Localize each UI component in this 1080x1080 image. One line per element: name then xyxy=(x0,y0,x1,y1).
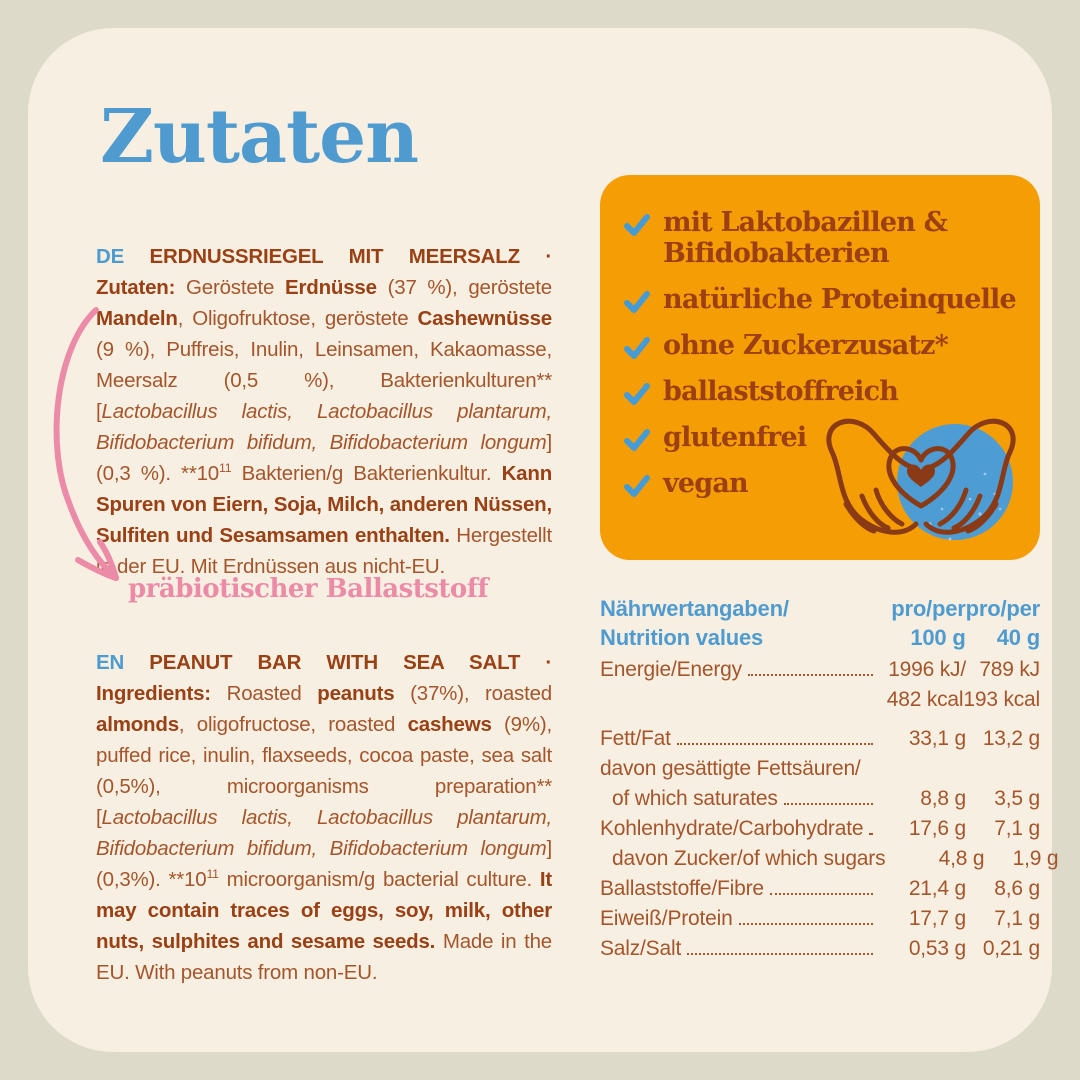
nutrient-label: davon gesättigte Fettsäuren/ xyxy=(600,757,861,780)
dotted-leader xyxy=(869,833,873,835)
dotted-leader xyxy=(677,743,873,745)
value-per-40g: 13,2 g xyxy=(982,727,1040,750)
text-segment: Kann Spuren von Eiern, Soja, Milch, anderen Nüssen, Sulfiten und Sesamsamen enthalten. xyxy=(96,461,553,547)
value-per-100g: 4,8 g xyxy=(938,847,985,870)
text-segment: microorganism/g bacterial culture. xyxy=(218,867,540,891)
text-segment: 11 xyxy=(219,460,232,475)
value-per-40g: 1,9 g xyxy=(1012,847,1059,870)
value-per-100g: 482 kcal xyxy=(886,688,964,711)
text-segment: Bakterien/g Bakterienkultur. xyxy=(231,461,502,485)
nutrient-label: Energie/Energy xyxy=(600,658,742,681)
benefit-item xyxy=(624,330,1018,361)
value-per-40g: 0,21 g xyxy=(982,937,1040,960)
text-segment: ] (0,3 %). **10 xyxy=(96,430,552,485)
nutrient-label: Fett/Fat xyxy=(600,727,671,750)
annotation-label: präbiotischer Ballaststoff xyxy=(128,574,489,604)
text-segment: (9 %), Puffreis, Inulin, Leinsamen, Kakaomasse, Meersalz (0,5 %), Bakterienkulturen** [ xyxy=(96,337,552,423)
nutrient-label: Eiweiß/Protein xyxy=(600,907,733,930)
nutrient-label: Salz/Salt xyxy=(600,937,682,960)
nutrient-label: of which saturates xyxy=(612,787,778,810)
dotted-leader xyxy=(784,803,873,805)
text-segment: (37%), roasted xyxy=(394,681,552,705)
nutrition-table xyxy=(600,594,1059,964)
value-per-40g: 193 kcal xyxy=(963,688,1040,711)
check-icon xyxy=(624,289,650,315)
text-segment: Lactobacillus lactis, Lactobacillus plantarum, Bifidobacterium bifidum, Bifidobacterium longum xyxy=(96,399,552,454)
text-segment: Roasted xyxy=(210,681,318,705)
benefit-label: mit Laktobazillen & Bifidobakterien xyxy=(663,207,948,269)
benefit-item xyxy=(624,376,1018,407)
text-segment: It may contain traces of eggs, soy, milk, other nuts, sulphites and sesame seeds. xyxy=(96,867,552,953)
check-icon xyxy=(624,473,650,499)
value-per-100g: 8,8 g xyxy=(920,787,966,810)
benefit-item xyxy=(624,207,1018,269)
dotted-leader xyxy=(687,953,873,955)
nutrient-label: davon Zucker/of which sugars xyxy=(612,847,886,870)
text-segment: Cashewnüsse xyxy=(417,306,552,330)
nutrition-row xyxy=(600,724,1040,754)
column-header-per-100g: pro/per 100 g xyxy=(891,596,966,650)
nutrition-title: Nährwertangaben/ Nutrition values xyxy=(600,596,789,650)
value-per-100g: 0,53 g xyxy=(908,937,966,960)
nutrition-row xyxy=(600,934,1040,964)
text-segment: ] (0,3%). **10 xyxy=(96,836,552,891)
value-per-40g: 789 kJ xyxy=(979,658,1040,681)
value-per-40g: 8,6 g xyxy=(994,877,1040,900)
value-per-100g: 21,4 g xyxy=(908,877,966,900)
benefit-label: glutenfrei xyxy=(663,422,807,453)
dotted-leader xyxy=(770,893,873,895)
value-per-100g: 1996 kJ/ xyxy=(888,658,966,681)
nutrition-row xyxy=(600,874,1040,904)
text-segment: (37 %), geröstete xyxy=(376,275,552,299)
text-segment: Hergestellt in der EU. Mit Erdnüssen aus nicht-EU. xyxy=(96,523,553,578)
value-per-40g: 7,1 g xyxy=(994,817,1040,840)
value-per-100g: 17,6 g xyxy=(908,817,966,840)
nutrient-label: Ballaststoffe/Fibre xyxy=(600,877,764,900)
benefit-item xyxy=(624,284,1018,315)
benefit-label: natürliche Proteinquelle xyxy=(663,284,1016,315)
nutrition-table-header xyxy=(600,594,1040,652)
label-card xyxy=(28,28,1059,1052)
annotation-arrow-icon xyxy=(44,302,140,592)
benefits-panel xyxy=(600,175,1040,560)
ingredients-en-paragraph xyxy=(96,647,552,988)
text-segment: EN xyxy=(96,650,125,674)
text-segment: DE xyxy=(96,244,125,268)
nutrition-row xyxy=(600,844,1059,874)
check-icon xyxy=(624,427,650,453)
text-segment xyxy=(124,245,149,268)
check-icon xyxy=(624,212,650,238)
benefit-item xyxy=(624,422,1018,453)
nutrition-row xyxy=(600,814,1040,844)
benefit-label: ballaststoffreich xyxy=(663,376,899,407)
text-segment: ERDNUSSRIEGEL MIT MEERSALZ · Zutaten: xyxy=(96,244,552,299)
text-segment: almonds xyxy=(96,712,179,736)
benefit-label: ohne Zuckerzusatz* xyxy=(663,330,948,361)
text-segment: Erdnüsse xyxy=(285,275,377,299)
dotted-leader xyxy=(739,923,873,925)
value-per-100g: 33,1 g xyxy=(908,727,966,750)
nutrition-rows xyxy=(600,655,1059,964)
text-segment: cashews xyxy=(407,712,492,736)
text-segment: (9%), puffed rice, inulin, flaxseeds, cocoa paste, sea salt (0,5%), microorganisms preparation** [ xyxy=(96,712,552,829)
nutrition-row xyxy=(600,655,1040,685)
text-segment: Mandeln xyxy=(96,306,178,330)
column-header-per-40g: pro/per 40 g xyxy=(965,596,1040,650)
nutrition-row xyxy=(600,685,1040,715)
nutrient-label: Kohlenhydrate/Carbohydrate xyxy=(600,817,864,840)
text-segment: , oligofructose, roasted xyxy=(178,712,408,736)
text-segment: peanuts xyxy=(317,681,395,705)
text-segment: Made in the EU. With peanuts from non-EU. xyxy=(96,929,553,984)
nutrition-row xyxy=(600,904,1040,934)
text-segment: , Oligofruktose, geröstete xyxy=(177,306,418,330)
text-segment: 11 xyxy=(206,866,219,881)
value-per-100g: 17,7 g xyxy=(908,907,966,930)
nutrition-row xyxy=(600,754,1040,784)
benefit-label: vegan xyxy=(663,468,748,499)
text-segment xyxy=(124,651,149,674)
ingredients-de-paragraph xyxy=(96,241,552,582)
check-icon xyxy=(624,381,650,407)
value-per-40g: 7,1 g xyxy=(994,907,1040,930)
check-icon xyxy=(624,335,650,361)
dotted-leader xyxy=(748,674,873,676)
benefit-item xyxy=(624,468,1018,499)
text-segment: PEANUT BAR WITH SEA SALT · Ingredients: xyxy=(96,650,552,705)
page-title: Zutaten xyxy=(100,94,419,180)
text-segment: Geröstete xyxy=(175,275,286,299)
value-per-40g: 3,5 g xyxy=(994,787,1040,810)
nutrition-row xyxy=(600,784,1040,814)
text-segment: Lactobacillus lactis, Lactobacillus plantarum, Bifidobacterium bifidum, Bifidobacterium longum xyxy=(96,805,552,860)
